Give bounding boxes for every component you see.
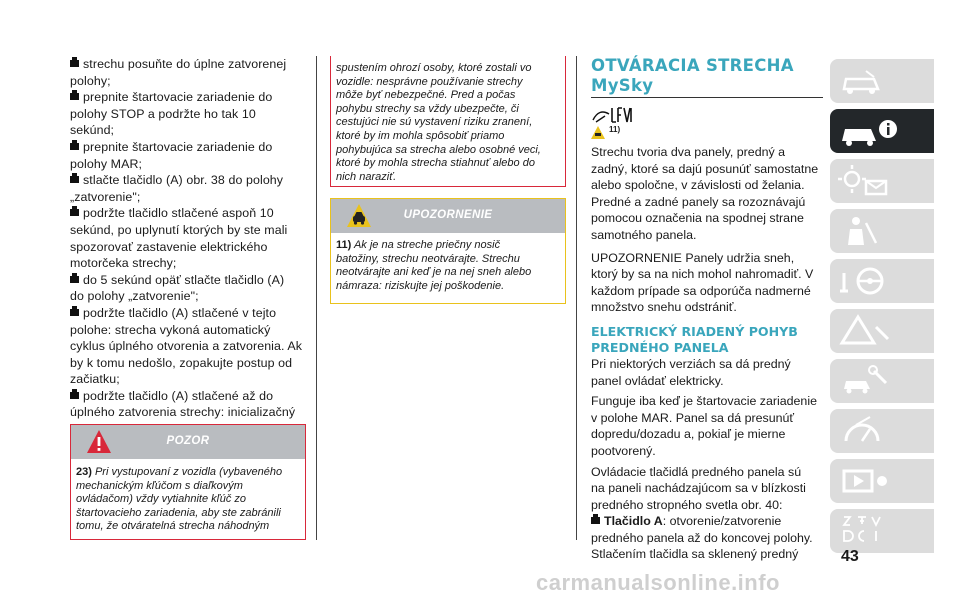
line-text: polohe: strecha vykoná automatický — [70, 322, 271, 337]
caution-ref: 11) — [336, 239, 352, 251]
warning-box — [70, 424, 306, 540]
caution-line — [336, 239, 560, 253]
steering-wheel-icon — [836, 263, 896, 299]
paragraph-line: ktorý by sa na nich mohol nahromadiť. V — [591, 267, 814, 282]
warning-line — [76, 493, 300, 507]
warning-line-text: tomu, že otváratelná strecha náhodným — [76, 520, 270, 533]
text-line — [70, 355, 306, 372]
button-a-label: Tlačidlo A — [604, 514, 663, 529]
paragraph-line: panel ovládať elektricky. — [591, 373, 724, 388]
tab-servicing[interactable] — [830, 359, 934, 403]
paragraph-line: predného panela až do koncovej polohy. — [591, 530, 813, 545]
bullet-line — [70, 139, 306, 156]
section-title-line2: MySky — [591, 76, 654, 95]
tab-warning-lights[interactable] — [830, 159, 934, 203]
line-text: strechu posuňte do úplne zatvorenej — [83, 57, 287, 71]
warning-continuation-line: môže byť nebezpečné. Pred a počas — [336, 89, 516, 102]
line-text: sekúnd; — [70, 123, 115, 138]
warning-continuation-line: nich naraziť. — [336, 170, 397, 183]
car-info-icon — [836, 113, 900, 149]
subheading — [591, 324, 823, 356]
paragraph-line: Strechu tvoria dva panely, predný a — [591, 145, 786, 159]
paragraph-intro — [591, 144, 823, 244]
warning-continuation-line: pohybu strechy sa vždy ubezpečte, či — [336, 102, 519, 115]
column-left — [70, 56, 306, 438]
paragraph-line: Funguje iba keď je štartovacie zariadenie — [591, 394, 817, 409]
tab-starting-driving[interactable] — [830, 259, 934, 303]
watermark: carmanualsonline.info — [536, 570, 780, 595]
line-text: úplného zatvorenia strechy: inicializačný — [70, 405, 296, 420]
text-line — [70, 322, 306, 339]
subheading-line2: PREDNÉHO PANELA — [591, 339, 729, 355]
bullet-line — [70, 89, 306, 106]
paragraph-line: v polohe MAR. Panel sa dá presunúť — [591, 410, 795, 425]
paragraph-line: predného stropného svetla obr. 40: — [591, 497, 783, 512]
warning-line — [76, 466, 300, 480]
tab-safety[interactable] — [830, 209, 934, 253]
warning-ref: 23) — [76, 466, 92, 478]
paragraph-line: Pri niektorých verziách sa dá predný — [591, 356, 791, 371]
caution-line — [336, 266, 560, 280]
paragraph-line: Ovládacie tlačidlá predného panela sú — [591, 464, 802, 479]
paragraph-versions — [591, 356, 823, 389]
warning-continuation-line: vozidle: nesprávne používanie strechy — [336, 75, 523, 88]
warning-title: POZOR — [166, 435, 210, 447]
paragraph-line: na paneli nachádzajúcom sa v blízkosti — [591, 481, 806, 496]
bullet-icon — [591, 517, 600, 524]
seatbelt-person-icon — [836, 213, 896, 249]
text-line — [70, 189, 306, 206]
caution-box — [330, 198, 566, 304]
bullet-icon — [70, 209, 79, 216]
bullet-icon — [70, 309, 79, 316]
bullet-line — [70, 172, 306, 189]
warning-line — [76, 480, 300, 494]
warning-line-text: Pri vystupovaní z vozidla (vybaveného — [94, 466, 283, 478]
paragraph-line: dopredu/dozadu a, pokiaľ je mierne — [591, 427, 786, 442]
line-text: cyklus úplného otvorenia a zatvorenia. Ak — [70, 339, 303, 354]
warning-line — [76, 507, 300, 521]
small-caution-icon — [591, 126, 605, 139]
tab-knowing-car[interactable] — [830, 109, 934, 153]
bullet-icon — [70, 276, 79, 283]
warning-line-text: štartovacieho zariadenia, aby ste zabránili — [76, 506, 281, 519]
bullet-line — [70, 388, 306, 405]
text-line — [70, 288, 306, 305]
warning-continuation-line: ktoré by im mohla spôsobiť priamo — [336, 129, 505, 142]
text-line — [70, 255, 306, 272]
bullet-icon — [70, 392, 79, 399]
paragraph-line: samotného panela. — [591, 227, 697, 242]
bullet-icon — [70, 60, 79, 67]
warning-body — [71, 459, 305, 534]
warning-continuation-line: cestujúci nie sú vystavení riziku zranení, — [336, 116, 533, 129]
line-text: „zatvorenie"; — [70, 189, 141, 204]
caution-body — [331, 233, 565, 293]
line-text: do 5 sekúnd opäť stlačte tlačidlo (A) — [83, 272, 285, 287]
column-divider — [576, 56, 577, 540]
button-a-item — [591, 513, 823, 530]
caution-line — [336, 280, 560, 294]
warning-continuation-line: pohybujúca sa strecha alebo osobné veci, — [336, 143, 541, 156]
bullet-icon — [70, 93, 79, 100]
caution-line-text: neotvárajte ani keď je na nej sneh alebo — [336, 266, 532, 279]
bullet-icon — [70, 143, 79, 150]
emergency-triangle-icon — [836, 313, 896, 349]
dashboard-car-icon — [836, 63, 886, 99]
paragraph-line: pomocou označenia na spodnej strane — [591, 211, 804, 226]
caution-line-text: námraza: riziskujte jej poškodenie. — [336, 279, 505, 292]
tab-emergency[interactable] — [830, 309, 934, 353]
caution-line — [336, 253, 560, 267]
section-title-line1: OTVÁRACIA STRECHA — [591, 56, 794, 75]
chapter-tabs — [830, 59, 934, 559]
text-line — [70, 156, 306, 173]
media-icon — [836, 463, 896, 499]
paragraph-line: každom prípade sa odporúča nadmerné — [591, 283, 811, 298]
warning-continuation-box — [330, 56, 566, 187]
bullet-line — [70, 205, 306, 222]
paragraph-function — [591, 393, 823, 459]
caution-header — [331, 199, 565, 233]
text-line — [70, 106, 306, 123]
text-line — [70, 222, 306, 239]
text-line — [70, 239, 306, 256]
line-text: polohy MAR; — [70, 156, 143, 171]
line-text: by k tomu nedošlo, zopakujte postup od — [70, 355, 293, 370]
wrench-car-icon — [836, 363, 896, 399]
column-divider — [316, 56, 317, 540]
gauge-icon — [836, 413, 896, 449]
warning-line-text: mechanickým kľúčom s diaľkovým — [76, 479, 243, 492]
tab-multimedia[interactable] — [830, 459, 934, 503]
page-number: 43 — [841, 548, 859, 565]
line-text: sekúnd, po uplynutí ktorých by ste mali — [70, 222, 288, 237]
caution-line-text: batožiny, strechu neotvárajte. Strechu — [336, 252, 520, 265]
bullet-line — [70, 272, 306, 289]
text-line — [70, 122, 306, 139]
bullet-line — [70, 305, 306, 322]
warning-line-text: ovládačom) vždy vytiahnite kľúč zo — [76, 493, 247, 506]
line-text: polohy; — [70, 73, 111, 88]
column-right — [591, 56, 823, 563]
tab-index[interactable] — [830, 509, 934, 553]
tab-dashboard[interactable] — [830, 59, 934, 103]
button-a-desc: : otvorenie/zatvorenie — [662, 514, 782, 529]
paragraph-button-desc — [591, 530, 823, 563]
paragraph-line: množstvo snehu odstrániť. — [591, 300, 737, 315]
line-text: prepnite štartovacie zariadenie do — [83, 139, 273, 154]
paragraph-line: Predné a zadné panely sa rozoznávajú — [591, 194, 806, 209]
warning-continuation-line: spustením ohrozí osoby, ktoré zostali vo — [336, 62, 532, 74]
paragraph-line: UPOZORNENIE Panely udržia sneh, — [591, 250, 795, 265]
tab-technical-data[interactable] — [830, 409, 934, 453]
section-title — [591, 56, 823, 96]
text-line — [70, 338, 306, 355]
sunroof-logo-icon — [591, 104, 635, 126]
line-text: do polohy „zatvorenie"; — [70, 289, 199, 304]
paragraph-buttons — [591, 464, 823, 514]
warning-line — [76, 520, 300, 534]
line-text: motorčeka strechy; — [70, 256, 177, 271]
warning-header — [71, 425, 305, 459]
line-text: podržte tlačidlo (A) stlačené až do — [83, 388, 274, 403]
caution-line-text: Ak je na streche priečny nosič — [353, 239, 501, 251]
text-line — [70, 371, 306, 388]
bullet-icon — [70, 176, 79, 183]
alphabet-index-icon — [836, 513, 896, 549]
line-text: polohy STOP a podržte ho tak 10 — [70, 106, 256, 121]
line-text: prepnite štartovacie zariadenie do — [83, 90, 273, 105]
warning-continuation-line: ktoré by mohla strecha stiahnuť alebo do — [336, 157, 535, 170]
section-icons — [591, 98, 823, 138]
paragraph-line: pootvorený. — [591, 443, 656, 458]
line-text: stlačte tlačidlo (A) obr. 38 do polohy — [83, 173, 284, 188]
paragraph-line: alebo spoločne, v závislosti od želania. — [591, 178, 805, 193]
warning-continuation-body — [331, 56, 565, 184]
line-text: podržte tlačidlo (A) stlačené v tejto — [83, 305, 277, 320]
paragraph-line: zadný, ktoré sa dajú posunúť samostatne — [591, 161, 819, 176]
paragraph-note — [591, 250, 823, 316]
caution-ref: 11) — [609, 125, 621, 134]
bullet-line — [70, 56, 306, 73]
paragraph-line: Stlačením tlačidla sa sklenený predný — [591, 547, 799, 562]
text-line — [70, 73, 306, 90]
line-text: podržte tlačidlo stlačené aspoň 10 — [83, 206, 274, 221]
subheading-line1: ELEKTRICKÝ RIADENÝ POHYB — [591, 323, 798, 339]
light-message-icon — [836, 163, 896, 199]
line-text: spozorovať zastavenie elektrického — [70, 239, 268, 254]
line-text: začiatku; — [70, 372, 120, 387]
text-line — [70, 404, 306, 421]
caution-title: UPOZORNENIE — [403, 209, 493, 221]
